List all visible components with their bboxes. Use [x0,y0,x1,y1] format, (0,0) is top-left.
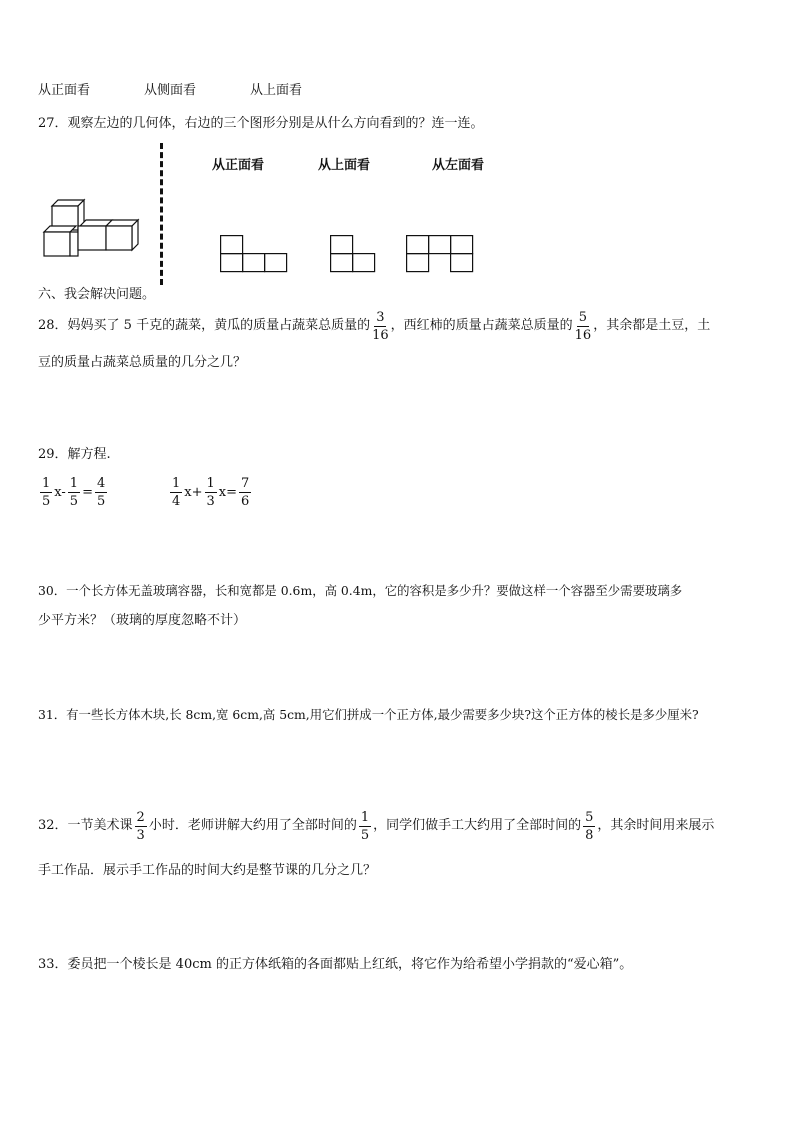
eq2-f3-denominator: 6 [241,493,250,509]
eq1-operator-1: x- [54,484,66,500]
eq2-operator-1: x+ [184,484,203,500]
q28-text-part-1: 28．妈妈买了 5 千克的蔬菜，黄瓜的质量占蔬菜总质量的 [38,318,371,333]
eq1-fraction-2 [68,477,80,508]
q28-frac1-denominator: 16 [372,327,389,343]
q32-text-part-2: 小时．老师讲解大约用了全部时间的 [148,818,357,833]
eq2-fraction-1 [170,477,182,508]
q28-fraction-1 [372,311,389,342]
view-label-left: 从左面看 [432,158,485,173]
top-view-label-side: 从侧面看 [144,83,197,98]
eq2-f3-numerator: 7 [241,475,250,491]
q28-fraction-2 [575,311,592,342]
view-grid-top [330,235,375,272]
top-view-label-front: 从正面看 [38,83,91,98]
q28-frac2-denominator: 16 [574,327,592,343]
divider-dashed-line [160,143,163,285]
eq2-operator-2: x= [218,484,238,500]
eq1-fraction-1 [40,477,52,508]
equation-1 [38,472,109,512]
view-grid-left [406,235,473,272]
q32-frac3-denominator: 8 [585,827,594,843]
view-grid-front [220,235,287,272]
question-30-line-2: 少平方米？（玻璃的厚度忽略不计） [38,613,247,628]
eq1-f1-numerator: 1 [42,475,51,491]
q32-text-part-4: ，其余时间用来展示 [597,818,715,833]
eq1-f3-numerator: 4 [96,475,106,491]
q32-fraction-3 [583,811,595,842]
q32-text-part-3: ，同学们做手工大约用了全部时间的 [373,818,582,833]
eq2-f1-numerator: 1 [172,475,181,491]
question-32-line-2: 手工作品．展示手工作品的时间大约是整节课的几分之几？ [38,863,377,878]
q28-frac2-numerator: 5 [578,309,588,325]
eq1-f1-denominator: 5 [42,493,51,509]
q32-text-part-1: 32．一节美术课 [38,818,133,833]
eq1-f3-denominator: 5 [96,493,106,509]
question-31-text: 31．有一些长方体木块,长 8cm,宽 6cm,高 5cm,用它们拼成一个正方体,最少需要多少块?这个正方体的棱长是多少厘米? [38,707,699,722]
question-27-text: 27．观察左边的几何体，右边的三个图形分别是从什么方向看到的？连一连。 [38,116,484,131]
eq1-f2-numerator: 1 [69,475,79,491]
eq2-fraction-3 [239,477,251,508]
section-6-heading: 六、我会解决问题。 [38,287,156,302]
top-view-label-top: 从上面看 [250,83,303,98]
question-33-text: 33．委员把一个棱长是 40cm 的正方体纸箱的各面都贴上红纸，将它作为给希望小学捐款的“爱心箱”。 [38,957,633,972]
q28-frac1-numerator: 3 [376,309,385,325]
question-29-text: 29．解方程. [38,447,111,462]
eq1-fraction-3 [95,477,107,508]
view-label-top: 从上面看 [318,158,371,173]
question-32-line-1 [38,804,714,848]
question-28-line-2: 豆的质量占蔬菜总质量的几分之几？ [38,355,247,370]
q32-fraction-1 [135,811,147,842]
q32-frac1-denominator: 3 [136,827,145,843]
q32-frac1-numerator: 2 [136,809,145,825]
equation-2 [168,472,253,512]
eq2-f2-numerator: 1 [206,475,215,491]
q32-frac2-numerator: 1 [360,809,370,825]
eq1-operator-2: = [82,484,93,500]
eq2-f2-denominator: 3 [206,493,215,509]
q28-text-part-2: ，西红柿的质量占蔬菜总质量的 [390,318,573,333]
question-30-line-1: 30．一个长方体无盖玻璃容器，长和宽都是 0.6m，高 0.4m，它的容积是多少升？要做这样一个容器至少需要玻璃多 [38,583,683,598]
cube-solid-figure [40,198,140,260]
q32-frac3-numerator: 5 [585,809,594,825]
q28-text-part-3: ，其余都是土豆，土 [593,318,711,333]
q32-frac2-denominator: 5 [360,827,370,843]
q32-fraction-2 [359,811,371,842]
eq1-f2-denominator: 5 [69,493,79,509]
eq2-f1-denominator: 4 [172,493,181,509]
view-label-front: 从正面看 [212,158,265,173]
question-28-line-1 [38,304,710,348]
eq2-fraction-2 [205,477,217,508]
